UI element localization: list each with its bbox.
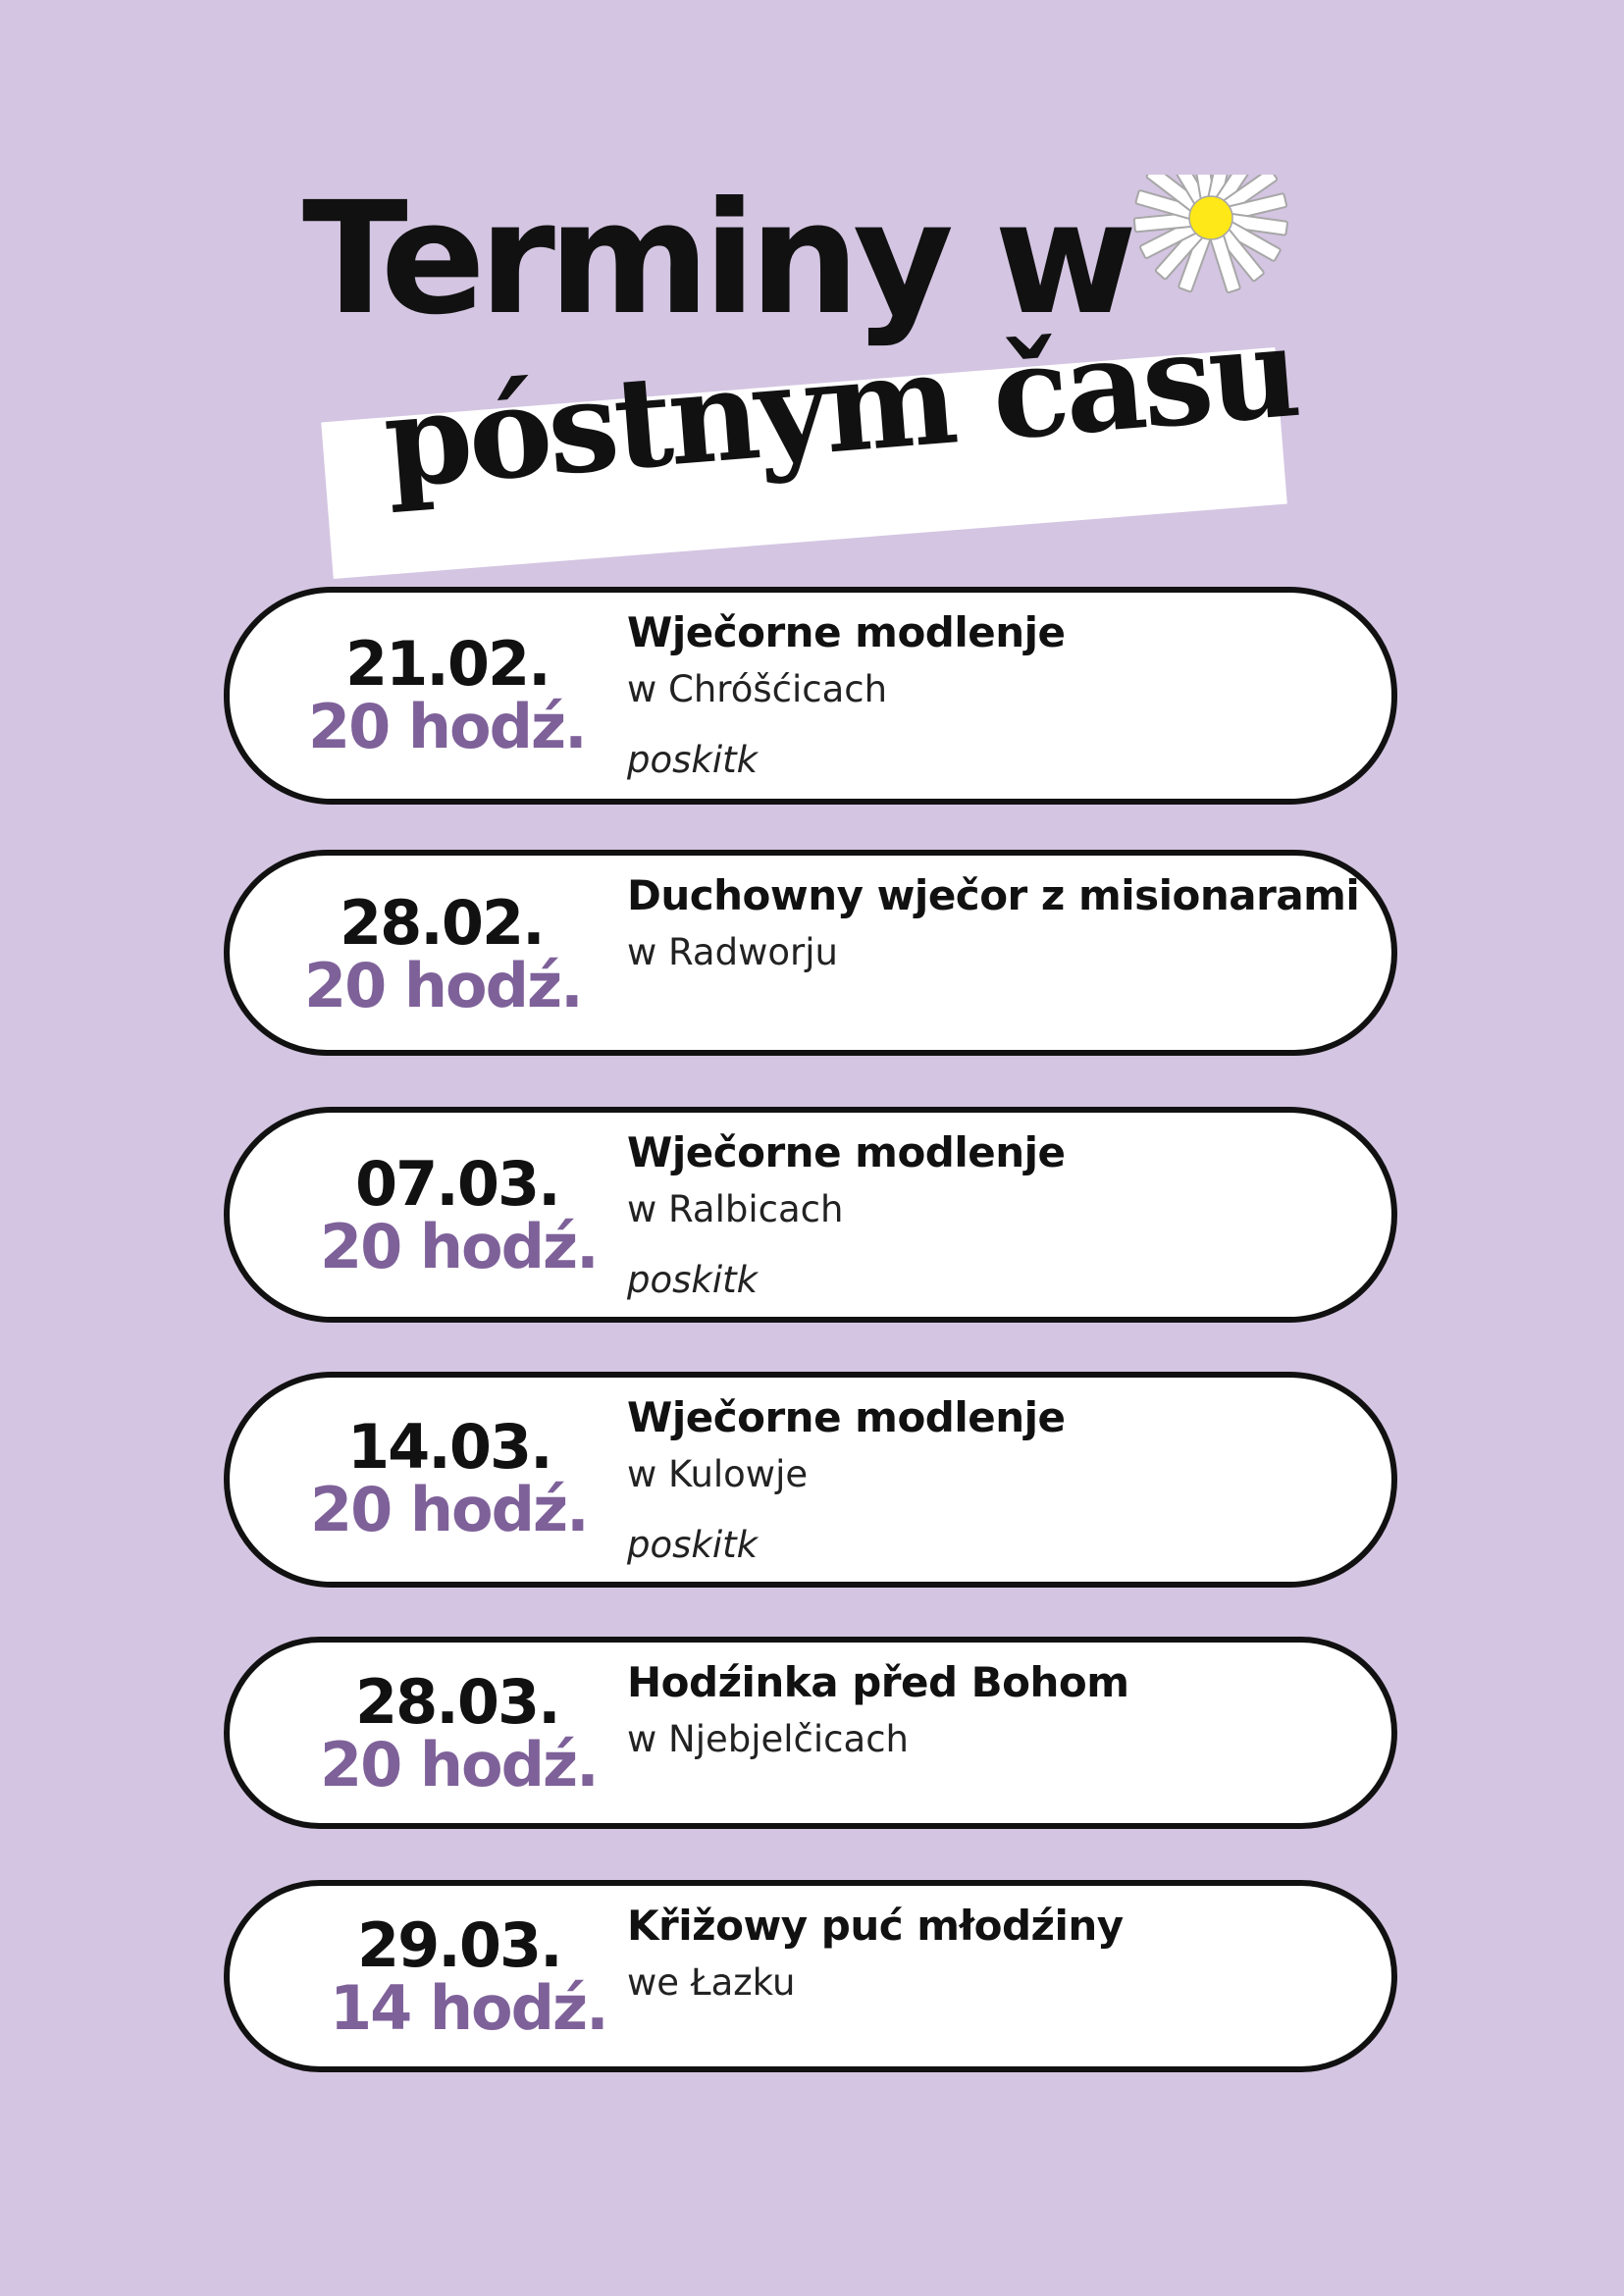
event-card [224,587,1397,805]
page-title-line1: Terminy w [302,169,1131,349]
event-time: 20 hodź. [320,1729,598,1800]
event-card [224,1107,1397,1323]
event-place: w Radworju [627,931,838,973]
event-title: Hodźinka před Bohom [627,1658,1129,1706]
event-place: we Łazku [627,1961,796,2004]
event-time: 14 hodź. [330,1972,607,2044]
event-time: 20 hodź. [304,950,582,1021]
event-place: w Kulowje [627,1453,809,1495]
event-title: Wječorne modlenje [627,1393,1066,1441]
event-date: 28.02. [340,887,544,959]
event-note: poskitk [627,1524,759,1566]
event-place: w Chróšćicach [627,668,888,710]
event-title: Wječorne modlenje [627,608,1066,656]
event-time: 20 hodź. [308,691,586,762]
event-card [224,1372,1397,1588]
event-date: 29.03. [357,1909,561,1981]
event-date: 21.02. [345,628,550,700]
event-card [224,850,1397,1056]
event-place: w Ralbicach [627,1188,844,1230]
event-title: Wječorne modlenje [627,1128,1066,1176]
event-note: poskitk [627,1259,759,1301]
event-card [224,1880,1397,2072]
page-title-line2: póstnym času [379,298,1302,517]
event-date: 28.03. [355,1666,559,1738]
event-card [224,1637,1397,1829]
event-date: 14.03. [347,1411,551,1483]
event-time: 20 hodź. [320,1211,598,1282]
event-title: Křižowy puć młodźiny [627,1902,1124,1950]
event-place: w Njebjelčicach [627,1718,909,1760]
event-note: poskitk [627,739,759,781]
event-time: 20 hodź. [310,1474,588,1545]
event-title: Duchowny wječor z misionarami [627,871,1360,919]
event-date: 07.03. [355,1148,559,1220]
